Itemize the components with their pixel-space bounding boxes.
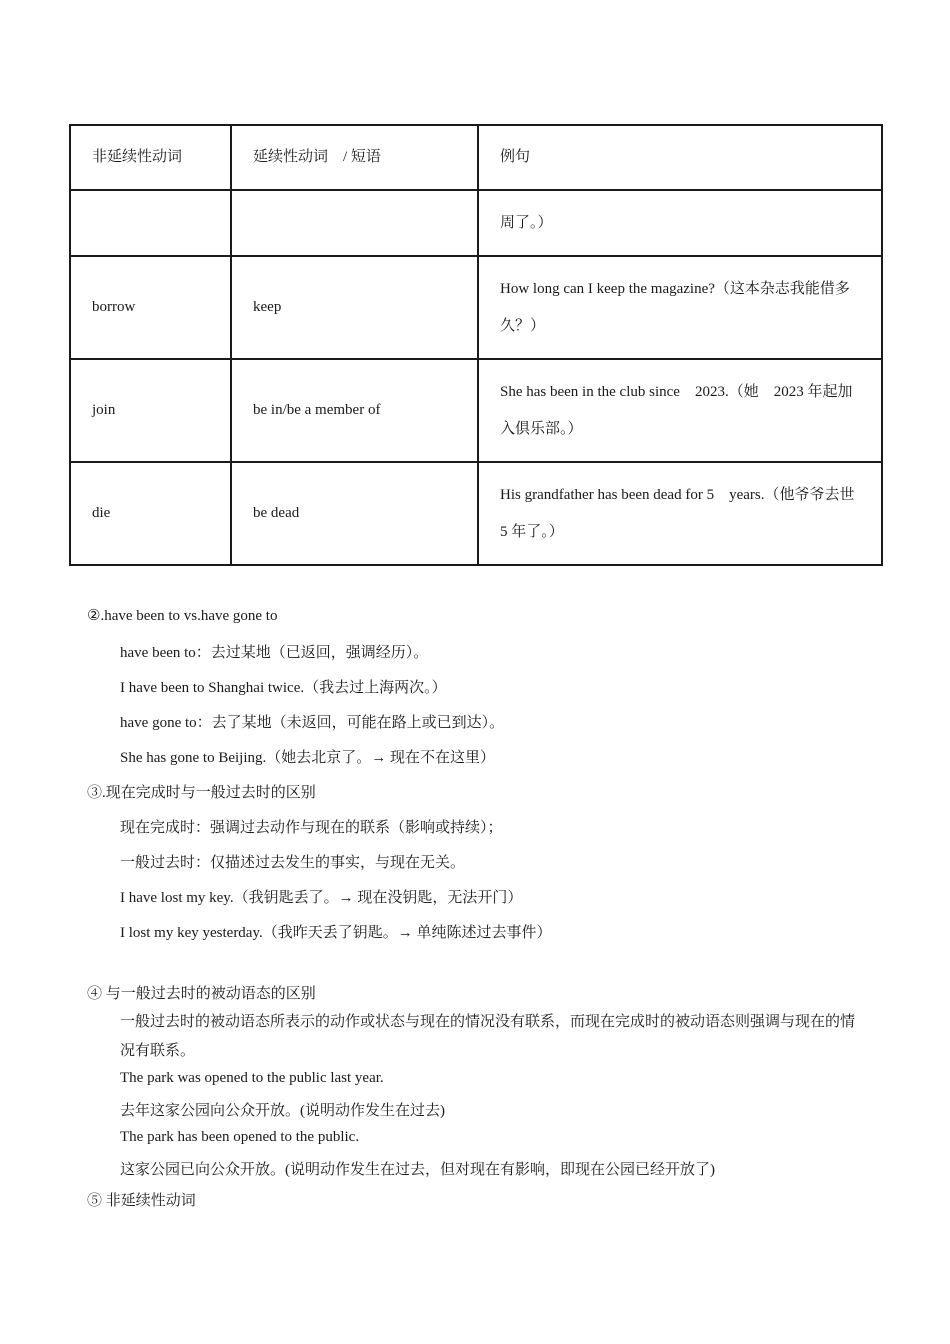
table-row	[70, 359, 882, 462]
cell-example: How long can I keep the magazine?（这本杂志我能借多久？）	[478, 256, 882, 359]
section-2-line: I have been to Shanghai twice.（我去过上海两次。）	[120, 680, 447, 696]
cell-durative: keep	[231, 256, 478, 359]
section-4-line: The park was opened to the public last year.	[120, 1070, 384, 1086]
cell-empty	[70, 190, 231, 256]
section-3-line: 现在完成时：强调过去动作与现在的联系（影响或持续）；	[120, 820, 503, 836]
section-4-paragraph: 一般过去时的被动语态所表示的动作或状态与现在的情况没有联系，而现在完成时的被动语态则强调与现在的情况有联系。	[120, 1014, 856, 1059]
table-row	[70, 462, 882, 565]
section-2-line: have been to：去过某地（已返回，强调经历）。	[120, 645, 429, 661]
section-3-heading: ③.现在完成时与一般过去时的区别	[87, 785, 316, 801]
header-example: 例句	[478, 125, 882, 190]
section-2-line: have gone to：去了某地（未返回，可能在路上或已到达）。	[120, 715, 505, 731]
section-3-line: 一般过去时：仅描述过去发生的事实，与现在无关。	[120, 855, 466, 871]
cell-nonfinite: die	[70, 462, 231, 565]
header-nonfinite: 非延续性动词	[70, 125, 231, 190]
cell-example-continued: 周了。）	[478, 190, 882, 256]
section-4-line: 这家公园已向公众开放。(说明动作发生在过去，但对现在有影响，即现在公园已经开放了)	[120, 1162, 715, 1178]
table-header-row	[70, 125, 882, 190]
cell-example: His grandfather has been dead for 5 years.（他爷爷去世 5 年了。）	[478, 462, 882, 565]
table-row	[70, 190, 882, 256]
cell-durative: be dead	[231, 462, 478, 565]
section-2-heading: ②.have been to vs.have gone to	[87, 608, 278, 624]
header-durative: 延续性动词 / 短语	[231, 125, 478, 190]
cell-example: She has been in the club since 2023.（她 2023 年起加入俱乐部。）	[478, 359, 882, 462]
section-4-line: 去年这家公园向公众开放。(说明动作发生在过去)	[120, 1103, 445, 1119]
section-4-heading: ④ 与一般过去时的被动语态的区别	[87, 986, 316, 1002]
section-2-line: She has gone to Beijing.（她去北京了。→ 现在不在这里）	[120, 750, 495, 766]
cell-nonfinite: join	[70, 359, 231, 462]
section-3-line: I lost my key yesterday.（我昨天丢了钥匙。→ 单纯陈述过去事件）	[120, 925, 552, 941]
table-row	[70, 256, 882, 359]
cell-durative: be in/be a member of	[231, 359, 478, 462]
section-3-line: I have lost my key.（我钥匙丢了。→ 现在没钥匙，无法开门）	[120, 890, 523, 906]
section-4-line: The park has been opened to the public.	[120, 1129, 360, 1145]
verb-comparison-table	[69, 124, 883, 566]
cell-empty	[231, 190, 478, 256]
cell-nonfinite: borrow	[70, 256, 231, 359]
section-5-heading: ⑤ 非延续性动词	[87, 1193, 196, 1209]
